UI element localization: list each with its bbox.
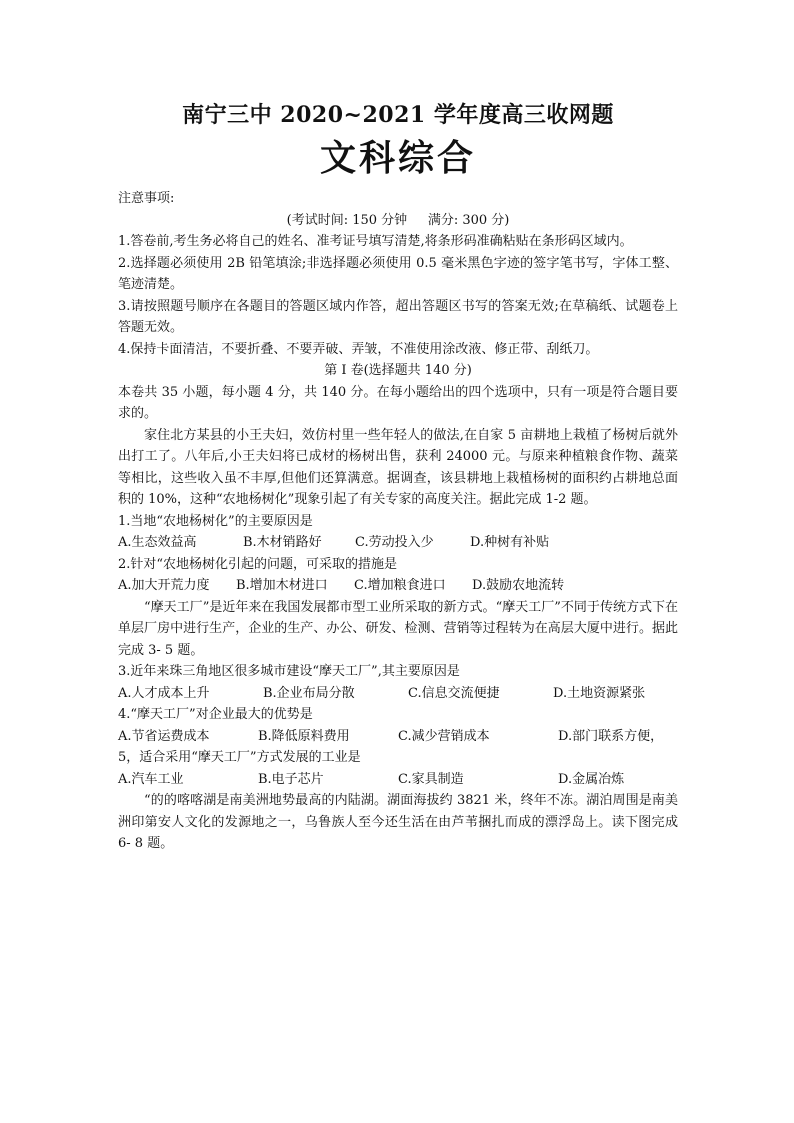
passage-2: “摩天工厂”是近年来在我国发展都市型工业所采取的新方式。“摩天工厂”不同于传统方式下在单层厂房中进行生产，企业的生产、办公、研发、检测、营销等过程转为在高层大厦中进行。据此完成 3- 5 题。 [118, 599, 678, 658]
notice-item-2: 2.选择题必须使用 2B 铅笔填涂;非选择题必须使用 0.5 毫米黑色字迹的签字笔书写，字体工整、笔迹清楚。 [118, 255, 678, 292]
option: B.企业布局分散 [263, 685, 355, 701]
option: D.土地资源紧张 [553, 685, 646, 701]
option: C.劳动投入少 [355, 535, 434, 550]
notice-item-3: 3.请按照题号顺序在各题目的答题区域内作答，超出答题区书写的答案无效;在草稿纸、试题卷上答题无效。 [118, 298, 678, 335]
question-1-stem: 1.当地“农地杨树化”的主要原因是 [118, 513, 313, 529]
option: A.生态效益高 [118, 535, 197, 550]
section-title: 第 I 卷(选择题共 140 分) [324, 363, 472, 378]
question-5-stem: 5，适合采用“摩天工厂”方式发展的工业是 [118, 750, 361, 765]
option: D.金属冶炼 [558, 771, 625, 787]
option: B.降低原料费用 [258, 728, 350, 744]
question-3-stem: 3.近年来珠三角地区很多城市建设“摩天工厂”,其主要原因是 [118, 664, 460, 679]
option: B.增加木材进口 [236, 578, 328, 593]
question-2-stem: 2.针对“农地杨树化引起的问题，可采取的措施是 [118, 556, 398, 572]
option: C.减少营销成本 [398, 728, 490, 744]
option: A.汽车工业 [118, 771, 184, 787]
option: C.增加粮食进口 [354, 578, 446, 593]
question-5-options [118, 769, 678, 791]
notice-item-4: 4.保持卡面清洁，不要折叠、不要弄破、弄皱，不准使用涂改液、修正带、刮纸刀。 [118, 341, 599, 357]
question-1-options [118, 532, 678, 554]
question-4-stem: 4.“摩天工厂”对企业最大的优势是 [118, 707, 313, 722]
option: B.电子芯片 [258, 771, 324, 787]
option: A.加大开荒力度 [118, 578, 210, 593]
question-2-options [118, 575, 678, 597]
option: A.节省运费成本 [118, 728, 210, 744]
passage-3: “的的喀喀湖是南美洲地势最高的内陆湖。湖面海拔约 3821 米，终年不冻。湖泊周围是南美洲印第安人文化的发源地之一，乌鲁族人至今还生活在由芦苇捆扎而成的漂浮岛上。读下图完成 6- 8 题。 [118, 793, 678, 851]
question-4-options [118, 726, 678, 748]
option: B.木材销路好 [243, 535, 322, 550]
notice-item-1: 1.答卷前,考生务必将自己的姓名、准考证号填写清楚,将条形码准确粘贴在条形码区域内。 [118, 234, 633, 249]
section-intro: 本卷共 35 小题，每小题 4 分，共 140 分。在每小题给出的四个选项中，只有一项是符合题目要求的。 [118, 384, 678, 421]
option: D.部门联系方便， [558, 728, 664, 744]
passage-1: 家住北方某县的小王夫妇，效仿村里一些年轻人的做法,在自家 5 亩耕地上栽植了杨树后就外出打工了。八年后,小王夫妇将已成材的杨树出售，获利 24000 元。与原来种植粮食作物、蔬菜等相比，这些收入虽不丰厚,但他们还算满意。据调查，该县耕地上栽植杨树的面积约占耕地总面积的 10%，这种“农地杨树化”现象引起了有关专家的高度关注。据此完成 1-2 题。 [118, 427, 678, 507]
exam-title: 南宁三中 2020~2021 学年度高三收网题 [182, 102, 614, 128]
notice-heading: 注意事项: [118, 191, 175, 206]
exam-page [118, 100, 678, 855]
option: A.人才成本上升 [118, 685, 210, 701]
option: D.鼓励农地流转 [472, 578, 565, 593]
exam-info: (考试时间: 150 分钟 满分: 300 分) [286, 212, 510, 228]
option: C.家具制造 [398, 771, 464, 787]
question-3-options [118, 683, 678, 705]
exam-subject: 文科综合 [319, 137, 476, 179]
option: C.信息交流便捷 [408, 685, 500, 701]
option: D.种树有补贴 [470, 535, 550, 550]
